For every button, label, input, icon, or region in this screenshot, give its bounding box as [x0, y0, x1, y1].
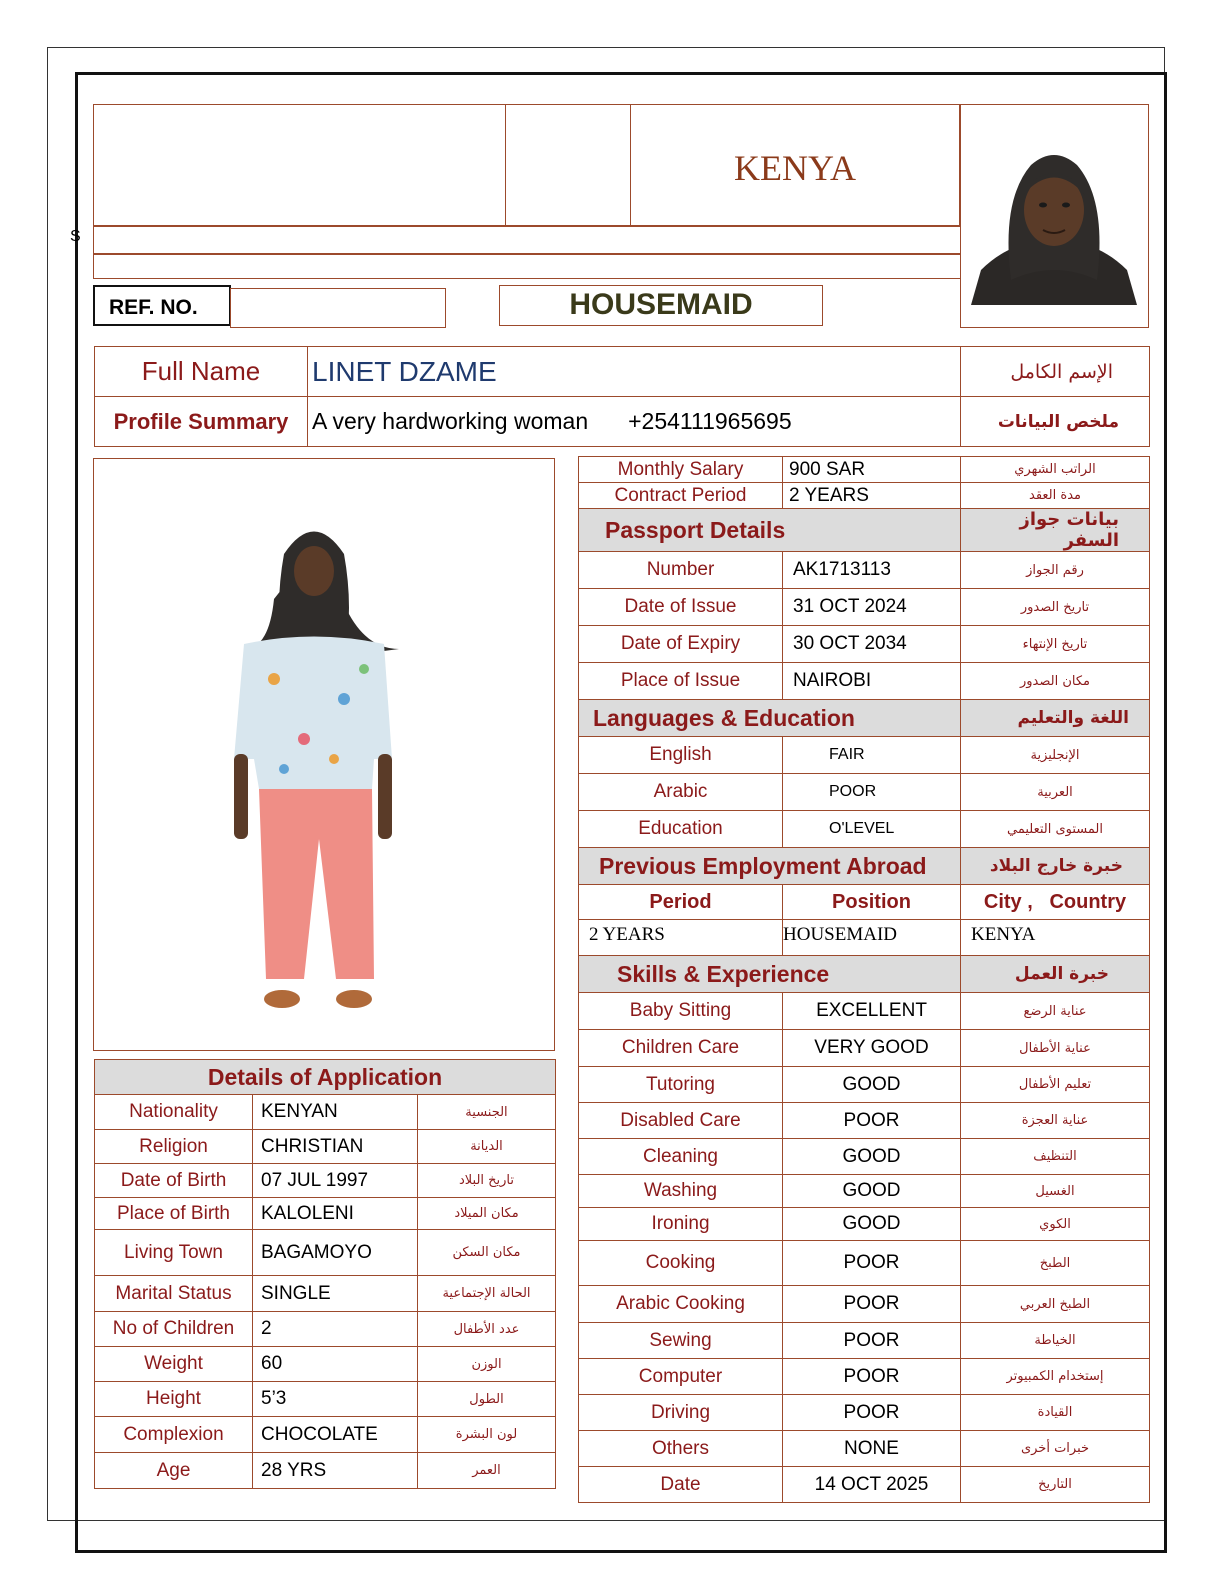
application-ar: مكان الميلاد [418, 1198, 556, 1230]
application-ar: عدد الأطفال [418, 1312, 556, 1347]
col-city: City , [983, 890, 1033, 913]
headshot-frame [960, 104, 1149, 328]
country-title: KENYA [734, 148, 856, 188]
languages-title-ar: اللغة والتعليم [961, 700, 1150, 737]
application-ar: العمر [418, 1453, 556, 1489]
language-label: Education [579, 811, 783, 848]
profile-ar: ملخص البيانات [961, 397, 1150, 447]
passport-title: Passport Details [579, 509, 961, 552]
emp-position: HOUSEMAID [783, 920, 961, 956]
application-row [95, 1312, 556, 1347]
passport-label: Number [579, 552, 783, 589]
language-row [579, 737, 1150, 774]
skill-label: Computer [579, 1359, 783, 1395]
application-title: Details of Application [95, 1060, 556, 1095]
passport-value: 30 OCT 2034 [783, 626, 961, 663]
application-ar: الجنسية [418, 1095, 556, 1130]
application-row [95, 1417, 556, 1453]
application-row [95, 1347, 556, 1382]
skills-title-ar: خبرة العمل [961, 956, 1150, 993]
skill-ar: خبرات أخرى [961, 1431, 1150, 1467]
contract-ar: مدة العقد [961, 483, 1150, 509]
skill-ar: الكوي [961, 1208, 1150, 1241]
profile-phone: +254111965695 [628, 408, 792, 434]
passport-row [579, 663, 1150, 700]
skill-value: GOOD [783, 1139, 961, 1175]
skill-value: POOR [783, 1241, 961, 1286]
application-label: Height [95, 1382, 253, 1417]
application-label: Complexion [95, 1417, 253, 1453]
skill-value: EXCELLENT [783, 993, 961, 1030]
skill-label: Tutoring [579, 1067, 783, 1103]
application-value: 5’3 [253, 1382, 418, 1417]
full-photo-frame [93, 458, 555, 1051]
contract-ar: الراتب الشهري [961, 457, 1150, 483]
language-label: Arabic [579, 774, 783, 811]
application-value: 60 [253, 1347, 418, 1382]
col-country: Country [1049, 890, 1127, 913]
header-box-mid [505, 104, 631, 226]
application-value: KALOLENI [253, 1198, 418, 1230]
passport-title-ar: بيانات جواز السفر [961, 509, 1150, 552]
skill-label: Baby Sitting [579, 993, 783, 1030]
skill-label: Others [579, 1431, 783, 1467]
contract-label: Contract Period [579, 483, 783, 509]
ref-label-box [93, 285, 231, 326]
skill-label: Sewing [579, 1323, 783, 1359]
full-name-ar: الإسم الكامل [961, 347, 1150, 397]
skill-row [579, 1175, 1150, 1208]
language-ar: المستوى التعليمي [961, 811, 1150, 848]
skill-value: GOOD [783, 1175, 961, 1208]
skill-value: POOR [783, 1103, 961, 1139]
skill-row [579, 1467, 1150, 1503]
language-value: FAIR [783, 737, 961, 774]
skill-row [579, 1103, 1150, 1139]
skill-label: Cleaning [579, 1139, 783, 1175]
skill-label: Date [579, 1467, 783, 1503]
application-value: CHOCOLATE [253, 1417, 418, 1453]
application-value: 07 JUL 1997 [253, 1164, 418, 1198]
application-row [95, 1130, 556, 1164]
skill-value: 14 OCT 2025 [783, 1467, 961, 1503]
application-ar: الحالة الإجتماعية [418, 1276, 556, 1312]
profile-text: A very hardworking woman [312, 408, 589, 434]
application-table [94, 1059, 556, 1489]
header-strip-2 [93, 254, 961, 279]
application-label: Religion [95, 1130, 253, 1164]
application-label: No of Children [95, 1312, 253, 1347]
application-value: 28 YRS [253, 1453, 418, 1489]
language-value: POOR [783, 774, 961, 811]
skill-row [579, 1208, 1150, 1241]
application-value: SINGLE [253, 1276, 418, 1312]
skill-row [579, 993, 1150, 1030]
language-row [579, 811, 1150, 848]
language-ar: الإنجليزية [961, 737, 1150, 774]
skill-label: Children Care [579, 1030, 783, 1067]
passport-value: 31 OCT 2024 [783, 589, 961, 626]
passport-label: Date of Expiry [579, 626, 783, 663]
application-ar: لون البشرة [418, 1417, 556, 1453]
language-label: English [579, 737, 783, 774]
emp-country: KENYA [961, 920, 1150, 956]
skill-label: Disabled Care [579, 1103, 783, 1139]
skill-ar: الخياطة [961, 1323, 1150, 1359]
application-ar: الديانة [418, 1130, 556, 1164]
application-ar: تاريخ البلاد [418, 1164, 556, 1198]
skill-ar: الطبخ [961, 1241, 1150, 1286]
skill-row [579, 1395, 1150, 1431]
language-value: O'LEVEL [783, 811, 961, 848]
skill-label: Washing [579, 1175, 783, 1208]
skill-value: POOR [783, 1359, 961, 1395]
passport-label: Place of Issue [579, 663, 783, 700]
passport-row [579, 589, 1150, 626]
ref-value-field [230, 288, 446, 328]
skill-ar: القيادة [961, 1395, 1150, 1431]
skill-value: POOR [783, 1323, 961, 1359]
application-label: Age [95, 1453, 253, 1489]
skill-value: GOOD [783, 1067, 961, 1103]
col-position: Position [783, 885, 961, 920]
passport-ar: تاريخ الإنتهاء [961, 626, 1150, 663]
skill-value: POOR [783, 1395, 961, 1431]
application-row [95, 1453, 556, 1489]
skill-row [579, 1139, 1150, 1175]
ref-label: REF. NO. [109, 296, 198, 319]
passport-value: AK1713113 [783, 552, 961, 589]
skill-label: Driving [579, 1395, 783, 1431]
skill-value: POOR [783, 1286, 961, 1323]
passport-row [579, 552, 1150, 589]
country-box [630, 104, 960, 226]
skill-ar: عناية العجزة [961, 1103, 1150, 1139]
contract-value: 900 SAR [783, 457, 961, 483]
application-ar: الطول [418, 1382, 556, 1417]
profile-label: Profile Summary [95, 397, 308, 447]
full-body-photo [224, 509, 424, 1019]
passport-ar: مكان الصدور [961, 663, 1150, 700]
skill-ar: الغسيل [961, 1175, 1150, 1208]
application-row [95, 1164, 556, 1198]
application-label: Nationality [95, 1095, 253, 1130]
skill-ar: التنظيف [961, 1139, 1150, 1175]
application-row [95, 1276, 556, 1312]
header-box-left [93, 104, 506, 226]
language-row [579, 774, 1150, 811]
application-value: CHRISTIAN [253, 1130, 418, 1164]
application-ar: الوزن [418, 1347, 556, 1382]
passport-label: Date of Issue [579, 589, 783, 626]
stray-mark: S [70, 228, 81, 245]
application-ar: مكان السكن [418, 1230, 556, 1276]
contract-value: 2 YEARS [783, 483, 961, 509]
contract-label: Monthly Salary [579, 457, 783, 483]
skill-label: Arabic Cooking [579, 1286, 783, 1323]
languages-title: Languages & Education [579, 700, 961, 737]
contract-row [579, 457, 1150, 483]
skill-row [579, 1067, 1150, 1103]
application-value: KENYAN [253, 1095, 418, 1130]
passport-ar: تاريخ الصدور [961, 589, 1150, 626]
application-label: Date of Birth [95, 1164, 253, 1198]
skill-ar: التاريخ [961, 1467, 1150, 1503]
application-row [95, 1230, 556, 1276]
skill-row [579, 1359, 1150, 1395]
skill-label: Ironing [579, 1208, 783, 1241]
application-value: BAGAMOYO [253, 1230, 418, 1276]
skill-row [579, 1030, 1150, 1067]
application-label: Weight [95, 1347, 253, 1382]
skill-row [579, 1286, 1150, 1323]
contract-row [579, 483, 1150, 509]
skill-label: Cooking [579, 1241, 783, 1286]
skill-ar: إستخدام الكمبيوتر [961, 1359, 1150, 1395]
application-label: Living Town [95, 1230, 253, 1276]
job-title-box [499, 285, 823, 326]
headshot-photo [971, 140, 1137, 305]
skill-value: GOOD [783, 1208, 961, 1241]
profile-cell [308, 397, 961, 447]
col-period: Period [579, 885, 783, 920]
employment-title: Previous Employment Abroad [579, 848, 961, 885]
skill-row [579, 1241, 1150, 1286]
emp-period: 2 YEARS [579, 920, 783, 956]
skill-row [579, 1431, 1150, 1467]
skill-ar: عناية الرضع [961, 993, 1150, 1030]
skills-title: Skills & Experience [579, 956, 961, 993]
application-label: Marital Status [95, 1276, 253, 1312]
skill-ar: الطبخ العربي [961, 1286, 1150, 1323]
col-city-country [961, 885, 1150, 920]
passport-ar: رقم الجواز [961, 552, 1150, 589]
job-title: HOUSEMAID [569, 288, 753, 321]
application-value: 2 [253, 1312, 418, 1347]
right-info-table [578, 456, 1150, 1503]
passport-row [579, 626, 1150, 663]
passport-value: NAIROBI [783, 663, 961, 700]
skill-ar: تعليم الأطفال [961, 1067, 1150, 1103]
language-ar: العربية [961, 774, 1150, 811]
application-row [95, 1095, 556, 1130]
full-name-value: LINET DZAME [308, 347, 961, 397]
application-label: Place of Birth [95, 1198, 253, 1230]
identity-table [94, 346, 1150, 447]
skill-ar: عناية الأطفال [961, 1030, 1150, 1067]
header-strip-1 [93, 226, 961, 254]
full-name-label: Full Name [95, 347, 308, 397]
skill-value: NONE [783, 1431, 961, 1467]
application-row [95, 1198, 556, 1230]
application-row [95, 1382, 556, 1417]
skill-row [579, 1323, 1150, 1359]
employment-title-ar: خبرة خارج البلاد [961, 848, 1150, 885]
skill-value: VERY GOOD [783, 1030, 961, 1067]
